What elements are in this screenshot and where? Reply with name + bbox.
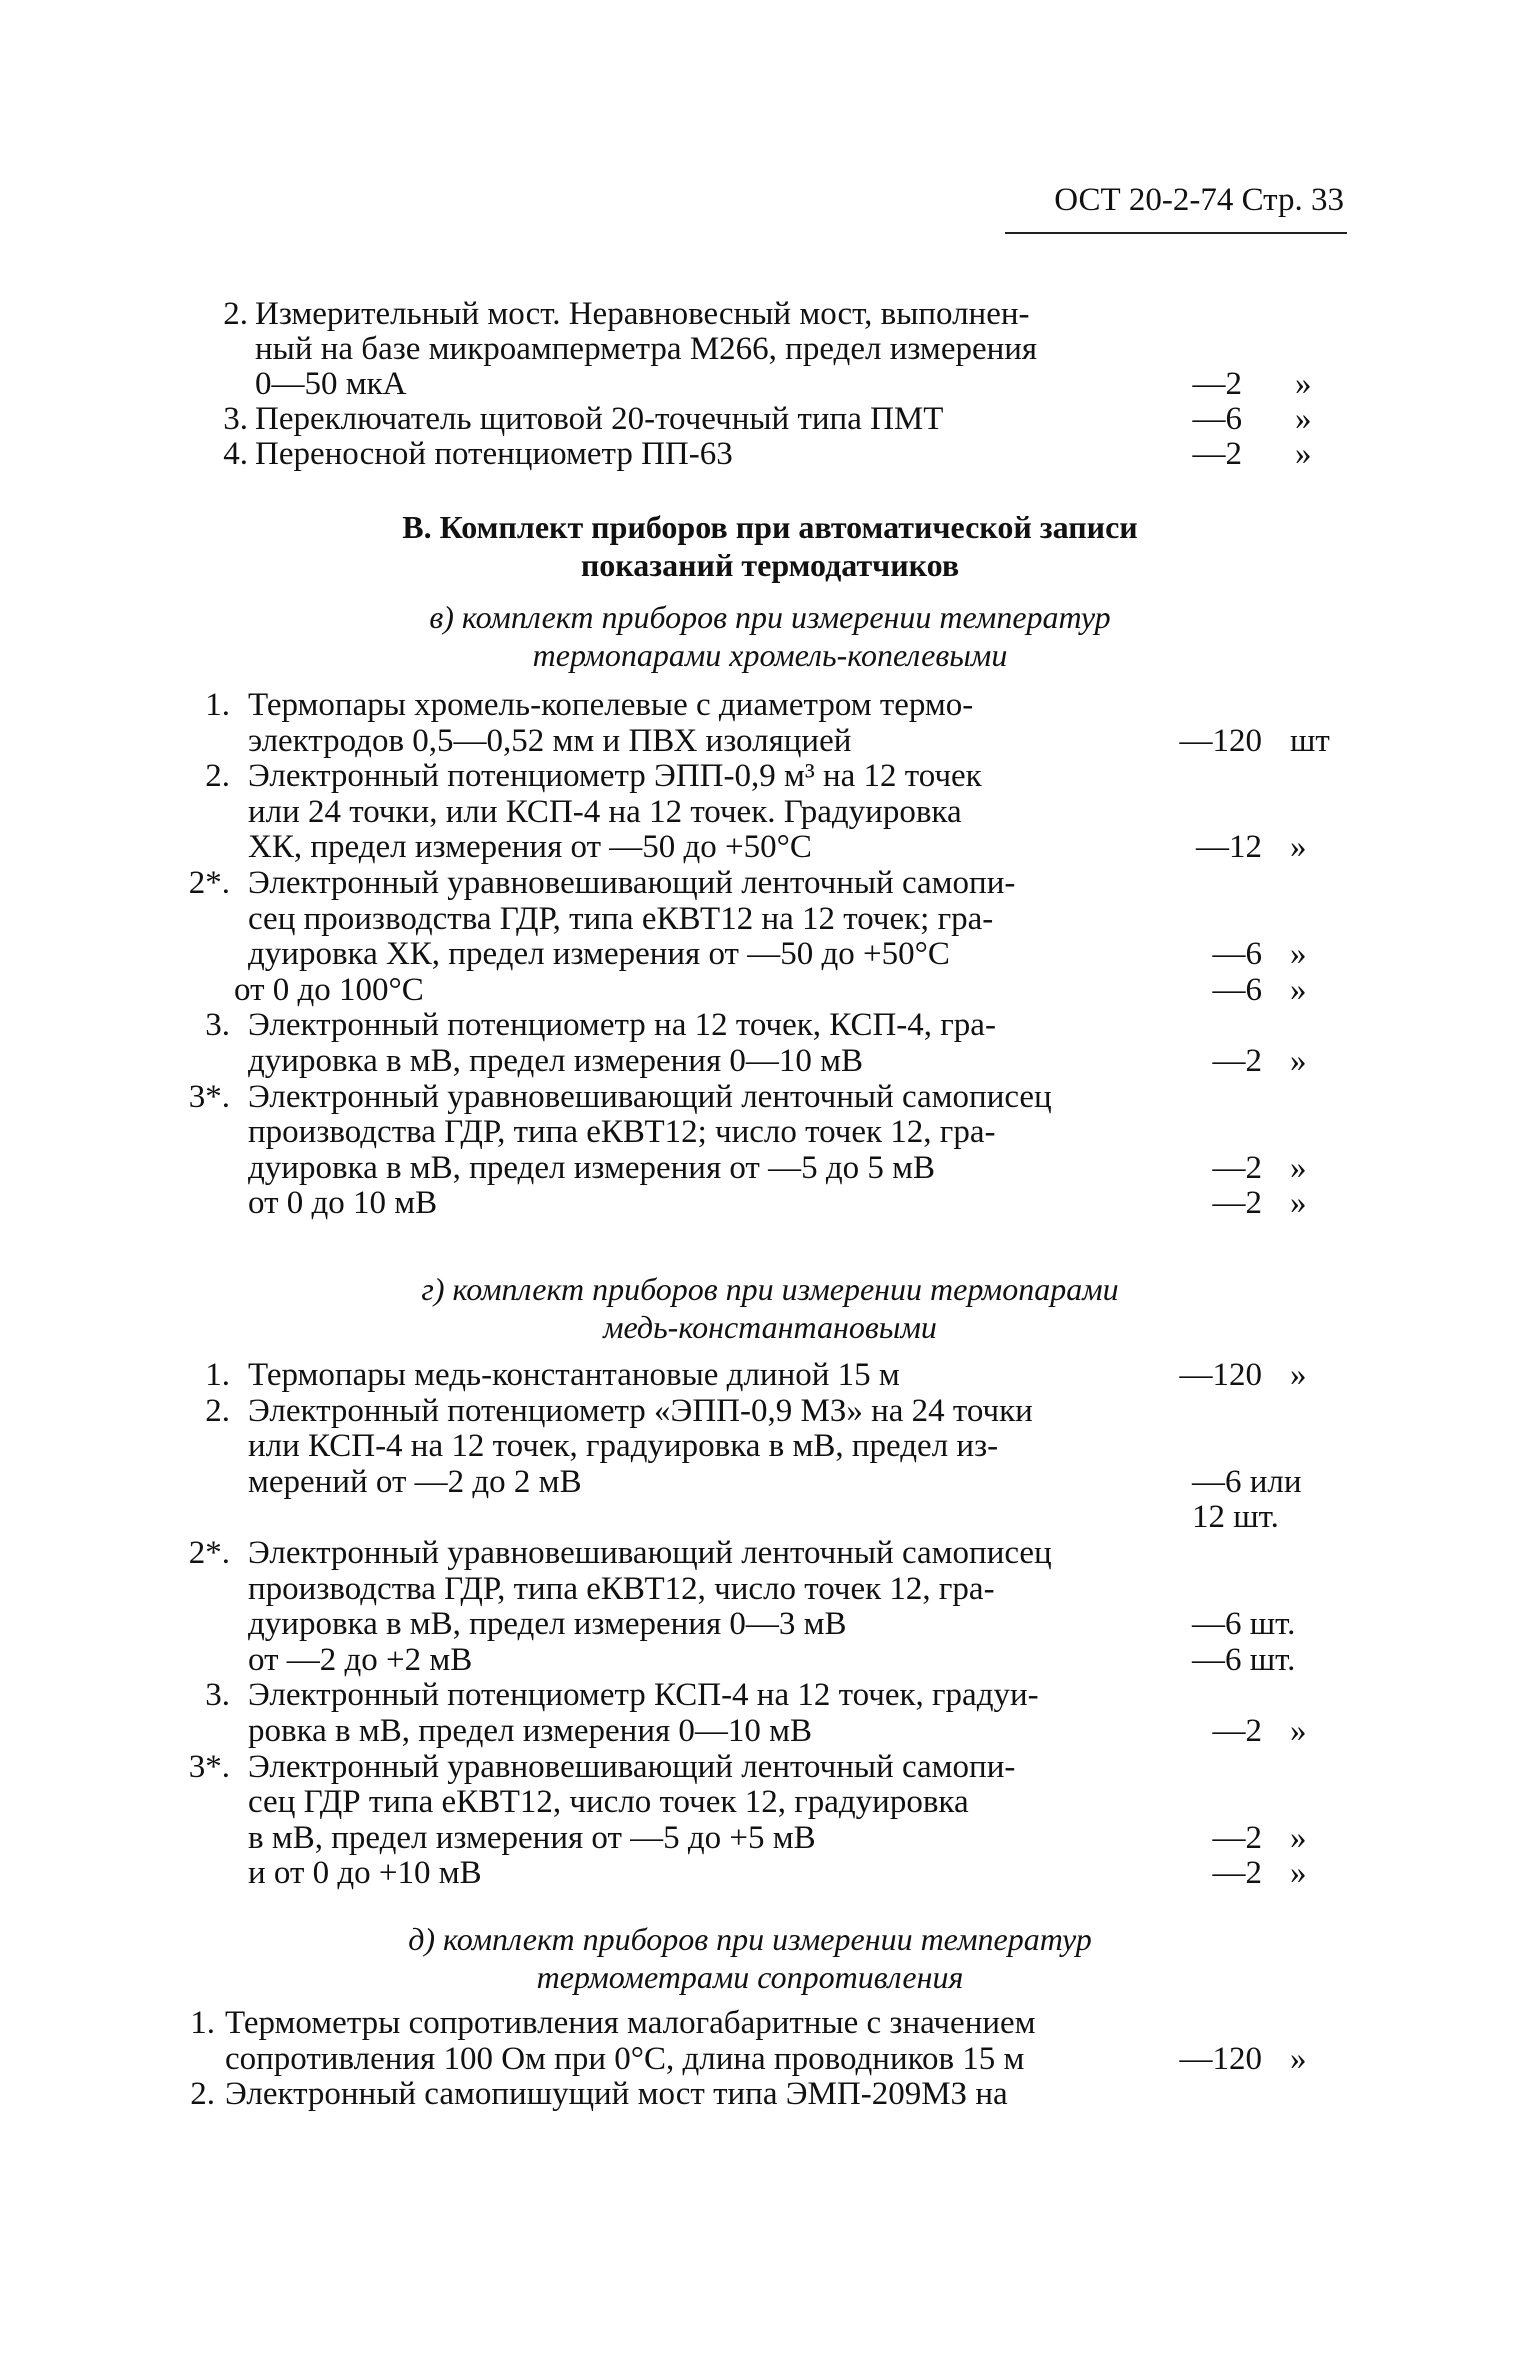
item-quantity: —2 <box>1212 1043 1262 1079</box>
list-item <box>0 1533 1535 1573</box>
item-number: 1. <box>205 687 230 723</box>
item-text: Термопары хромель-копелевые с диаметром термо- <box>248 687 974 723</box>
item-text: или 24 точки, или КСП-4 на 12 точек. Градуировка <box>248 793 962 830</box>
item-number: 2. <box>205 758 230 795</box>
item-unit: » <box>1290 1185 1307 1222</box>
item-text: дуировка ХК, предел измерения от —50 до +50°С <box>248 936 950 973</box>
item-text: Электронный самопишущий мост типа ЭМП-209МЗ на <box>225 2076 1008 2113</box>
list-item <box>0 1604 1535 1644</box>
item-text: сец ГДР типа еКВТ12, число точек 12, градуировка <box>248 1784 969 1821</box>
list-item <box>0 1818 1535 1858</box>
list-item <box>0 1183 1535 1223</box>
item-unit: » <box>1290 1043 1307 1079</box>
item-number: 1. <box>190 2005 215 2041</box>
item-unit: шт <box>1290 722 1330 759</box>
header-rule <box>1005 232 1347 234</box>
item-unit: » <box>1290 2040 1307 2077</box>
item-text: 0—50 мкА <box>255 366 407 402</box>
item-text: ХК, предел измерения от —50 до +50°С <box>248 829 812 866</box>
item-number: 3*. <box>188 1078 230 1115</box>
list-item <box>0 721 1535 761</box>
item-quantity: —2 <box>1212 1819 1262 1856</box>
item-quantity: —6 <box>1212 936 1262 973</box>
item-text: от 0 до 10 мВ <box>248 1185 438 1222</box>
item-quantity: —6 <box>1192 401 1242 437</box>
item-unit: » <box>1290 1855 1307 1892</box>
list-item <box>0 399 1535 439</box>
item-quantity: 12 шт. <box>1192 1499 1279 1536</box>
list-item <box>0 1462 1535 1502</box>
list-item <box>0 970 1535 1010</box>
list-item <box>0 1041 1535 1081</box>
list-item <box>0 1711 1535 1751</box>
item-quantity: —2 <box>1192 366 1242 402</box>
list-item <box>0 1355 1535 1395</box>
list-item <box>0 1747 1535 1787</box>
item-unit: » <box>1290 1819 1307 1856</box>
item-quantity: —6 или <box>1192 1463 1302 1500</box>
list-item <box>0 685 1535 725</box>
item-quantity: —2 <box>1212 1149 1262 1186</box>
item-text: Переключатель щитовой 20-точечный типа ПМТ <box>255 401 944 437</box>
item-text: Электронный потенциометр КСП-4 на 12 точек, градуи- <box>248 1677 1039 1714</box>
item-quantity: —12 <box>1196 829 1262 866</box>
item-text: или КСП-4 на 12 точек, градуировка в мВ, предел из- <box>248 1428 999 1465</box>
list-item <box>0 792 1535 832</box>
item-quantity: —2 <box>1212 1185 1262 1222</box>
subsection-g-title-line2: медь-константановыми <box>603 1309 937 1345</box>
item-unit: » <box>1290 829 1307 866</box>
item-text: в мВ, предел измерения от —5 до +5 мВ <box>248 1819 816 1856</box>
item-quantity: —120 <box>1179 722 1262 759</box>
item-number: 2*. <box>188 865 230 901</box>
list-item <box>0 1782 1535 1822</box>
section-v-heading-line2: показаний термодатчиков <box>580 547 960 583</box>
item-unit: » <box>1290 936 1307 973</box>
list-item <box>0 863 1535 903</box>
item-unit: » <box>1290 1357 1307 1393</box>
list-item <box>0 1640 1535 1680</box>
item-quantity: —2 <box>1212 1855 1262 1892</box>
item-number: 3. <box>223 401 248 437</box>
list-item <box>0 294 1535 334</box>
list-item <box>0 934 1535 974</box>
list-item <box>0 1569 1535 1609</box>
item-unit: » <box>1290 1149 1307 1186</box>
item-unit: » <box>1295 401 1312 437</box>
list-item <box>0 1112 1535 1152</box>
item-number: 1. <box>205 1357 230 1393</box>
item-text: производства ГДР, типа еКВТ12, число точек 12, гра- <box>248 1570 995 1607</box>
item-unit: » <box>1290 1713 1307 1749</box>
item-text: электродов 0,5—0,52 мм и ПВХ изоляцией <box>248 722 852 759</box>
list-item <box>0 2003 1535 2043</box>
item-unit: » <box>1295 436 1312 472</box>
list-item <box>0 434 1535 474</box>
list-item <box>0 2039 1535 2079</box>
item-text: от —2 до +2 мВ <box>248 1641 473 1678</box>
page-header: ОСТ 20-2-74 Стр. 33 <box>1054 182 1344 218</box>
item-text: Термометры сопротивления малогабаритные с значением <box>225 2005 1036 2041</box>
item-quantity: —120 <box>1179 2040 1262 2077</box>
item-number: 2. <box>205 1392 230 1429</box>
item-text: Электронный уравновешивающий ленточный самопи- <box>248 865 1016 901</box>
item-text: дуировка в мВ, предел измерения 0—3 мВ <box>248 1606 847 1643</box>
item-text: ный на базе микроамперметра М266, предел измерения <box>255 331 1038 367</box>
section-v-heading-line1: В. Комплект приборов при автоматической записи <box>402 509 1138 545</box>
item-unit: » <box>1290 971 1307 1008</box>
list-item <box>0 756 1535 796</box>
list-item <box>0 1005 1535 1045</box>
list-item <box>0 1391 1535 1431</box>
item-quantity: —120 <box>1179 1357 1262 1393</box>
list-item <box>0 1853 1535 1893</box>
item-number: 2. <box>223 296 248 332</box>
item-text: производства ГДР, типа еКВТ12; число точек 12, гра- <box>248 1114 996 1151</box>
item-text: мерений от —2 до 2 мВ <box>248 1463 582 1500</box>
item-number: 3. <box>205 1677 230 1714</box>
list-item <box>0 1148 1535 1188</box>
item-text: Электронный уравновешивающий ленточный самописец <box>248 1078 1052 1115</box>
item-text: сец производства ГДР, типа еКВТ12 на 12 точек; гра- <box>248 900 994 937</box>
subsection-v-title-line1: в) комплект приборов при измерении температур <box>429 599 1111 635</box>
item-text: и от 0 до +10 мВ <box>248 1855 482 1892</box>
item-text: Электронный уравновешивающий ленточный самописец <box>248 1535 1052 1571</box>
item-quantity: —6 шт. <box>1192 1606 1296 1643</box>
item-unit: » <box>1295 366 1312 402</box>
item-text: Переносной потенциометр ПП-63 <box>255 436 733 472</box>
item-text: Измерительный мост. Неравновесный мост, выполнен- <box>255 296 1030 332</box>
item-text: Электронный потенциометр «ЭПП-0,9 МЗ» на 24 точки <box>248 1392 1033 1429</box>
list-item <box>0 1497 1535 1537</box>
item-text: от 0 до 100°С <box>234 971 424 1008</box>
item-number: 3. <box>205 1007 230 1044</box>
subsection-g-title-line1: г) комплект приборов при измерении термопарами <box>421 1271 1119 1307</box>
item-quantity: —2 <box>1192 436 1242 472</box>
item-text: сопротивления 100 Ом при 0°С, длина проводников 15 м <box>225 2040 1025 2077</box>
item-text: Термопары медь-константановые длиной 15 м <box>248 1357 900 1393</box>
subsection-d-title-line2: термометрами сопротивления <box>536 1959 964 1995</box>
subsection-d-title-line1: д) комплект приборов при измерении температур <box>408 1921 1092 1957</box>
list-item <box>0 364 1535 404</box>
item-text: Электронный потенциометр ЭПП-0,9 м³ на 12 точек <box>248 758 982 795</box>
list-item <box>0 899 1535 939</box>
item-text: Электронный уравновешивающий ленточный самопи- <box>248 1748 1016 1785</box>
item-quantity: —6 шт. <box>1192 1641 1296 1678</box>
list-item <box>0 1675 1535 1715</box>
subsection-v-title-line2: термопарами хромель-копелевыми <box>532 637 1008 673</box>
item-text: Электронный потенциометр на 12 точек, КСП-4, гра- <box>248 1007 996 1044</box>
item-number: 2*. <box>188 1535 230 1571</box>
item-number: 3*. <box>188 1748 230 1785</box>
list-item <box>0 827 1535 867</box>
item-text: дуировка в мВ, предел измерения от —5 до 5 мВ <box>248 1149 936 1186</box>
list-item <box>0 329 1535 369</box>
item-quantity: —6 <box>1212 971 1262 1008</box>
list-item <box>0 1077 1535 1117</box>
item-text: дуировка в мВ, предел измерения 0—10 мВ <box>248 1043 864 1079</box>
list-item <box>0 2074 1535 2114</box>
list-item <box>0 1426 1535 1466</box>
item-number: 4. <box>223 436 248 472</box>
item-quantity: —2 <box>1212 1713 1262 1749</box>
item-text: ровка в мВ, предел измерения 0—10 мВ <box>248 1713 813 1749</box>
item-number: 2. <box>190 2076 215 2113</box>
